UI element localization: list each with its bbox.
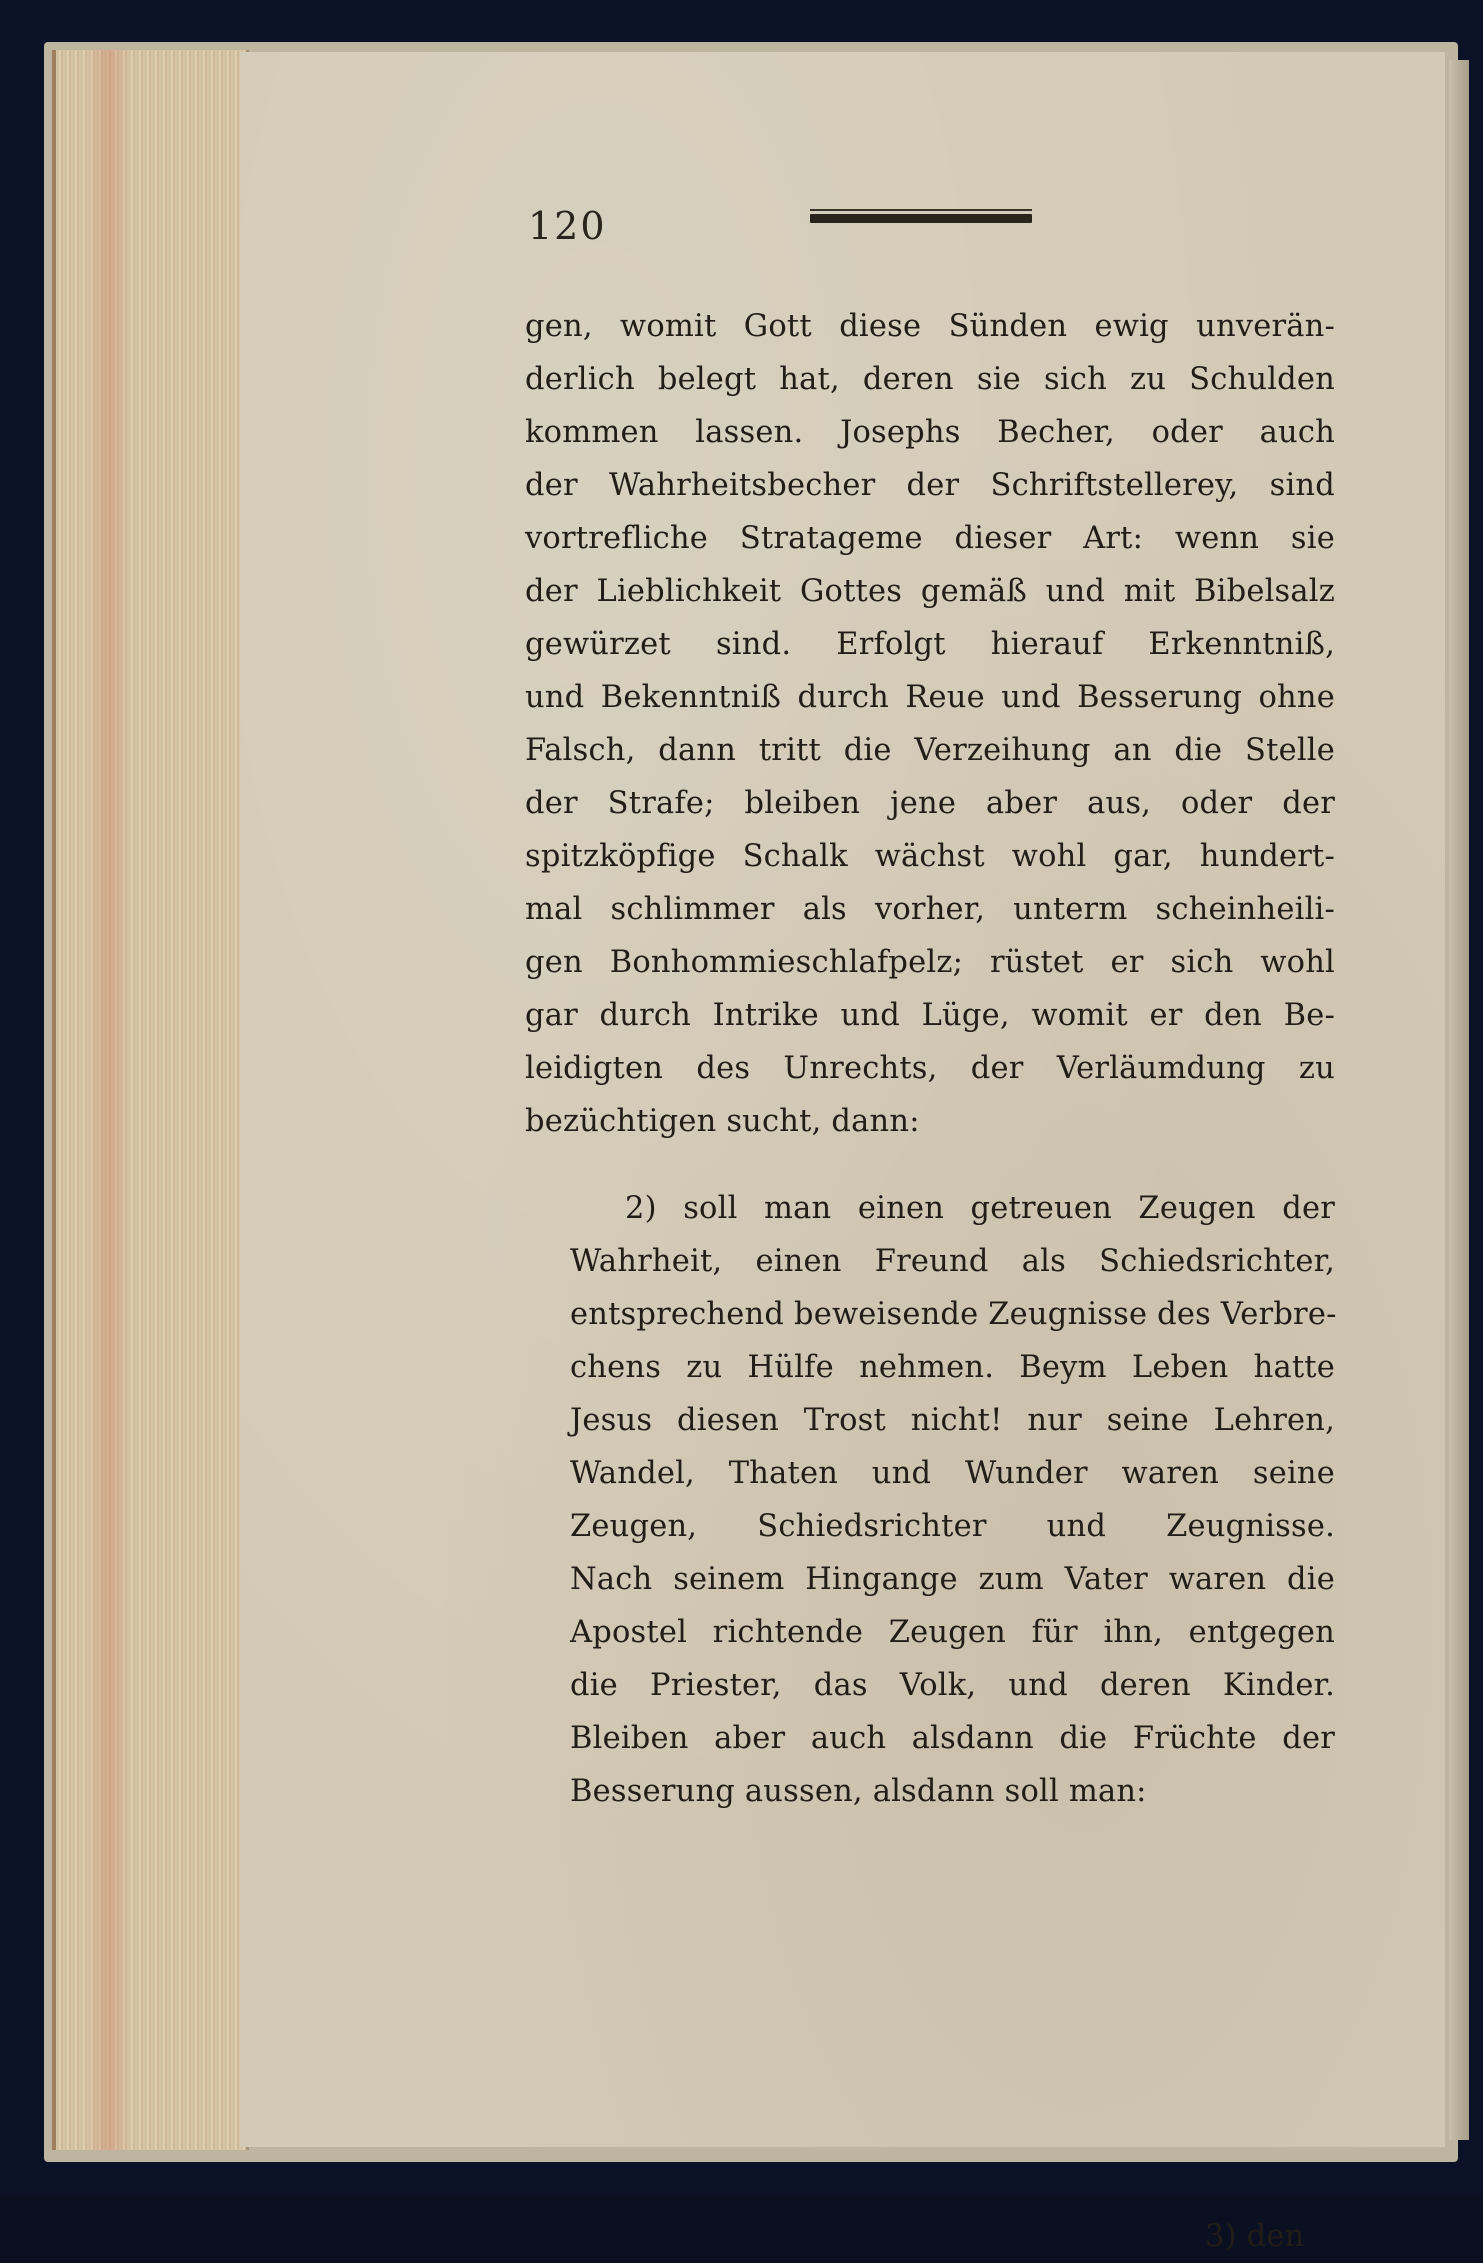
text-line: leidigten des Unrechts, der Verläumdung zu [525, 1051, 1335, 1086]
text-line: der Wahrheitsbecher der Schriftstellerey, sind [525, 468, 1335, 503]
text-line: Wandel, Thaten und Wunder waren seine [570, 1456, 1335, 1491]
text-line: mal schlimmer als vorher, unterm scheinheili- [525, 892, 1335, 927]
page-number: 120 [528, 204, 607, 248]
text-line: Wahrheit, einen Freund als Schiedsrichter, [570, 1244, 1335, 1279]
text-line: Falsch, dann tritt die Verzeihung an die Stelle [525, 733, 1335, 768]
text-line: Bleiben aber auch alsdann die Früchte der [570, 1721, 1335, 1756]
body-text [525, 300, 1335, 1818]
text-line: und Bekenntniß durch Reue und Besserung ohne [525, 680, 1335, 715]
text-line: Nach seinem Hingange zum Vater waren die [570, 1562, 1335, 1597]
page-right-edge [1449, 60, 1469, 2140]
text-line: gen Bonhommieschlafpelz; rüstet er sich wohl [525, 945, 1335, 980]
text-line: gewürzet sind. Erfolgt hierauf Erkenntniß, [525, 627, 1335, 662]
page-edge-tint [86, 50, 131, 2150]
text-line: der Strafe; bleiben jene aber aus, oder der [525, 786, 1335, 821]
text-line: die Priester, das Volk, und deren Kinder. [570, 1668, 1335, 1703]
text-line: Jesus diesen Trost nicht! nur seine Lehren, [570, 1403, 1335, 1438]
text-line: kommen lassen. Josephs Becher, oder auch [525, 415, 1335, 450]
text-line: Apostel richtende Zeugen für ihn, entgegen [570, 1615, 1335, 1650]
text-line: spitzköpfige Schalk wächst wohl gar, hundert- [525, 839, 1335, 874]
text-line: der Lieblichkeit Gottes gemäß und mit Bibelsalz [525, 574, 1335, 609]
text-line: vortrefliche Stratageme dieser Art: wenn sie [525, 521, 1335, 556]
text-line: Besserung aussen, alsdann soll man: [570, 1774, 1147, 1809]
text-line: 2) soll man einen getreuen Zeugen der [625, 1191, 1335, 1226]
paragraph-gap [525, 1148, 1335, 1182]
text-line: chens zu Hülfe nehmen. Beym Leben hatte [570, 1350, 1335, 1385]
catchword-block [1205, 2210, 1335, 2263]
text-line: gar durch Intrike und Lüge, womit er den Be- [525, 998, 1335, 1033]
catchword: 3) den [1205, 2219, 1305, 2254]
text-line: entsprechend beweisende Zeugnisse des Verbre- [570, 1297, 1337, 1332]
text-line: bezüchtigen sucht, dann: [525, 1104, 920, 1139]
header-rule [810, 214, 1032, 223]
page-edges [52, 50, 249, 2150]
text-line: derlich belegt hat, deren sie sich zu Schulden [525, 362, 1335, 397]
text-line: gen, womit Gott diese Sünden ewig unverän- [525, 309, 1335, 344]
text-line: Zeugen, Schiedsrichter und Zeugnisse. [570, 1509, 1335, 1544]
